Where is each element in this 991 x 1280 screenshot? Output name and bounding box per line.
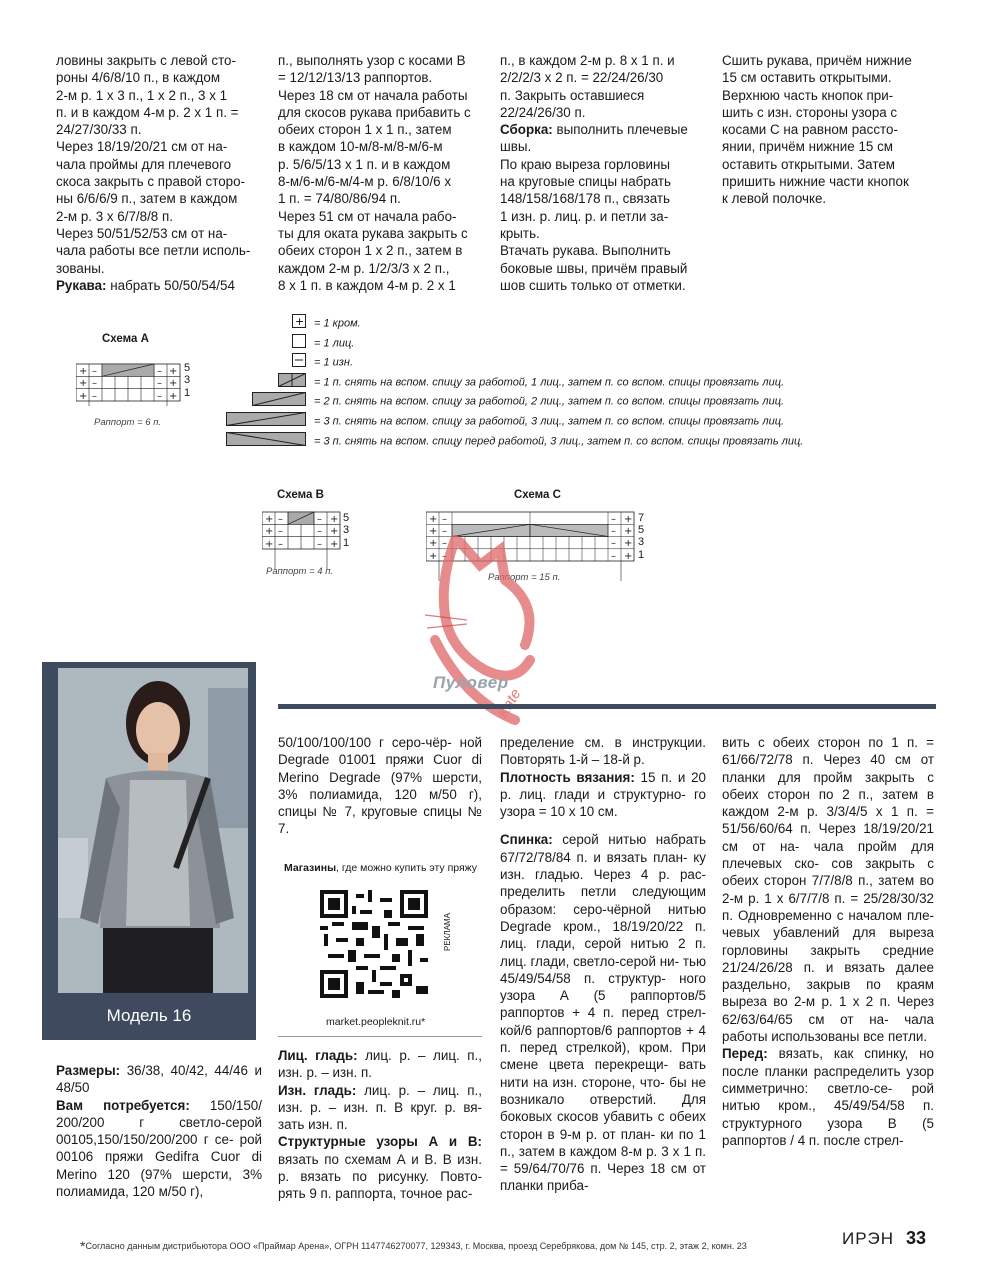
model-label: Модель 16	[42, 995, 256, 1037]
column-4-paragraph: вить с обеих сторон по 1 п. = 61/66/72/78 п. Через 40 см от планки для пройм закрыть с обеих сторон по 2 п., затем в каждом 2-м р. 3/3/4/5 х 1 п. = 51/56/60/64 п. Через 18/19/20/21 см от на- чала пройм для плечевых ско- сов закрыть с обеих сторон 7/7/8/8 п., затем во 2-м р. 1 х 6/7/7/8 п. = 25/28/30/32 п. Одновременно с началом пле- чевых убавлений для выреза горловины закрыть средние 21/24/26/28 п. и вязать далее раздельно, закрыв по краям выреза во 2-м р. 1 х 2 п. Через 62/63/64/65 см от на- чала работы использованы все петли.	[722, 735, 934, 1045]
continuation-paragraph: пределение см. в инструкции. Повторять 1-й – 18-й р.	[500, 735, 706, 768]
column-3-top	[500, 52, 710, 294]
svg-text:+: +	[624, 514, 633, 525]
column-1-lines	[56, 52, 262, 277]
svg-text:+: +	[429, 514, 438, 525]
cable-2-back-icon	[252, 392, 306, 411]
column-1-bottom	[56, 1062, 262, 1200]
column-4-line: к левой полочке.	[722, 191, 827, 207]
column-2-line: 8-м/6-м/6-м/4-м р. 6/8/10/6 х	[278, 174, 452, 190]
row-number: 1	[638, 548, 645, 561]
yarn-paragraph: 50/100/100/100 г серо-чёр- ной Degrade 01001 пряжи Cuor di Merino Degrade (97% шерсти, 3% полиамида, 120 м/50 г), спицы № 7, круговые спицы № 7.	[278, 735, 482, 837]
svg-text:–: –	[278, 526, 283, 537]
page-number: 33	[906, 1228, 927, 1248]
column-4-line: 15 см оставить открытыми.	[722, 70, 892, 86]
svg-text:+: +	[330, 539, 339, 550]
svg-text:+: +	[265, 539, 274, 550]
column-1-line: 24/27/30/33 п.	[56, 122, 142, 138]
svg-text:–: –	[92, 391, 97, 402]
column-4-line: пришить нижние части кнопок	[722, 174, 909, 190]
column-4-line: оставить открытыми. Затем	[722, 156, 895, 172]
column-3-line: 22/24/26/30 п.	[500, 104, 586, 120]
column-2-line: 1 п. = 74/80/86/94 п.	[278, 191, 401, 207]
column-1-line: 2-м р. 3 х 6/7/8/8 п.	[56, 208, 173, 224]
back-label: Спинка:	[500, 832, 553, 848]
column-1-line: чала проймы для плечевого	[56, 156, 232, 172]
cable-3-front-icon	[226, 432, 306, 451]
structure-label: Структурные узоры А и В:	[278, 1134, 482, 1150]
svg-text:+: +	[624, 551, 633, 562]
legend-row	[292, 353, 353, 369]
column-1-line: п. и в каждом 4-м р. 2 х 1 п. =	[56, 104, 239, 120]
sleeves-text: набрать 50/50/54/54	[106, 277, 235, 293]
svg-text:–: –	[157, 366, 162, 377]
column-2-top	[278, 52, 484, 294]
front-label: Перед:	[722, 1046, 768, 1062]
front-paragraph	[722, 1045, 934, 1149]
svg-text:–: –	[611, 514, 616, 525]
density-paragraph	[500, 769, 706, 821]
purl-stitch-icon	[292, 353, 306, 372]
svg-text:+: +	[330, 514, 339, 525]
stockinette-paragraph	[278, 1047, 482, 1082]
assembly-text: выполнить плечевые	[552, 122, 688, 138]
column-2-line: обеих сторон 1 х 1 п., затем	[278, 122, 452, 138]
column-1-line: ны 6/6/6/9 п., затем в каждом	[56, 191, 238, 207]
column-2-line: Через 51 см от начала рабо-	[278, 208, 457, 224]
row-number: 3	[184, 374, 191, 387]
assembly-label: Сборка:	[500, 122, 553, 138]
column-2-line: для скосов рукава прибавить с	[278, 104, 471, 120]
scheme-c-title: Схема С	[514, 489, 561, 501]
column-2-bottom-yarn	[278, 734, 482, 838]
svg-text:–: –	[442, 526, 447, 537]
legend-row	[226, 432, 803, 448]
materials-paragraph	[56, 1097, 262, 1201]
row-number: 5	[184, 362, 191, 374]
svg-text:+: +	[429, 538, 438, 549]
scheme-b-rapport: Раппорт = 4 п.	[266, 566, 334, 577]
column-3-line: боковые швы, причём правый	[500, 260, 688, 276]
column-3-bottom	[500, 734, 706, 1195]
shop-ad[interactable]	[278, 856, 480, 1031]
legend-text: = 1 п. снять на вспом. спицу за работой, 1 лиц., затем п. со вспом. спицы провязать лиц.	[314, 376, 785, 389]
column-3-line: 1 изн. р. лиц. р. и петли за-	[500, 208, 669, 224]
legend-text: = 3 п. снять на вспом. спицу за работой, 3 лиц., затем п. со вспом. спицы провязать лиц.	[314, 415, 785, 428]
column-3-line: п. Закрыть оставшиеся	[500, 87, 645, 103]
column-3-lines-b	[500, 138, 710, 294]
scheme-b-row-numbers	[343, 512, 349, 549]
cable-1-back-icon	[278, 373, 306, 392]
watermark-title: Пуловер	[433, 673, 509, 692]
svg-text:–: –	[92, 366, 97, 377]
sleeves-label: Рукава:	[56, 277, 107, 293]
row-number: 1	[184, 386, 191, 399]
svg-text:+: +	[624, 526, 633, 537]
column-2-line: = 12/12/13/13 раппортов.	[278, 70, 433, 86]
column-4-line: Сшить рукава, причём нижние	[722, 53, 912, 68]
svg-text:–: –	[317, 514, 322, 525]
svg-text:–: –	[92, 378, 97, 389]
qr-code[interactable]	[320, 890, 428, 998]
back-paragraph	[500, 831, 706, 1194]
column-3-line: шов сшить только от отметки.	[500, 277, 686, 293]
footer-note	[80, 1238, 747, 1254]
svg-text:–: –	[442, 538, 447, 549]
density-label: Плотность вязания:	[500, 769, 635, 785]
svg-text:+: +	[265, 526, 274, 537]
cable-3-back-icon	[226, 412, 306, 431]
shops-text: , где можно купить эту пряжу	[336, 862, 478, 874]
column-4-bottom	[722, 734, 934, 1149]
scheme-a-rapport: Раппорт = 6 п.	[94, 417, 162, 428]
svg-text:+: +	[265, 514, 274, 525]
ad-divider	[278, 1036, 482, 1037]
column-4-top	[722, 52, 934, 208]
reverse-label: Изн. гладь:	[278, 1082, 357, 1098]
photo-frame	[42, 662, 256, 1040]
model-photo	[58, 668, 248, 993]
svg-text:+: +	[330, 526, 339, 537]
row-number: 1	[343, 536, 350, 549]
legend-row	[292, 314, 361, 330]
row-number: 5	[638, 524, 645, 537]
svg-text:+: +	[169, 391, 178, 402]
column-2-line: в каждом 10-м/8-м/8-м/6-м	[278, 139, 443, 155]
legend-text: = 1 кром.	[314, 317, 361, 330]
column-1-line: скоса закрыть с правой сторо-	[56, 174, 246, 190]
assembly-paragraph	[500, 121, 710, 138]
model-photo-illustration	[58, 668, 248, 993]
row-number: 7	[638, 512, 645, 524]
ad-label: РЕКЛАМА	[443, 913, 452, 951]
front-text: вязать, как спинку, но после планки распределить узор симметрично: светло-се- рой нитью кром., 45/49/54/58 п. структурного узора В (5 раппортов / 4 п. после стрел-	[722, 1046, 934, 1148]
column-4-line: косами С на равном рассто-	[722, 122, 898, 138]
column-4-line: шить с изн. стороны узора с	[722, 104, 898, 120]
shop-url-link[interactable]: market.peopleknit.ru*	[326, 1016, 426, 1028]
legend-row	[252, 392, 784, 408]
reverse-paragraph	[278, 1082, 482, 1134]
svg-text:+: +	[79, 378, 88, 389]
legend-text: = 3 п. снять на вспом. спицу перед работой, 3 лиц., затем п. со вспом. спицы провязать лиц.	[314, 435, 804, 448]
legend-row	[226, 412, 784, 428]
column-3-line: на круговые спицы набрать	[500, 174, 672, 190]
back-text: серой нитью набрать 67/72/78/84 п. и вязать план- ку изн. гладью. Через 4 р. рас- пределить петли следующим образом: серо-чёрной нитью Degrade кром., 18/19/20/22 п. лиц. глади, серой нитью 2 п. лиц. глади, светло-серой ни- тью 45/49/54/58 п. структур- ного узора А (5 раппортов/5 раппортов + 4 п. перед стрел- кой/6 раппортов/6 раппортов + 4 п. перед стрелкой), кром. При смене цвета перекрещи- вать нити на изн. стороне, что- бы не возникало отверстий. Для боковых скосов убавить с обеих сторон в 9-м р. от план- ки по 1 п., затем в каждом 8-м р. 3 х 1 п. = 59/64/70/76 п. Через 18 см от планки приба-	[500, 832, 706, 1194]
column-2-line: ты для оката рукава закрыть с	[278, 225, 468, 241]
magazine-brand: ИРЭН	[842, 1229, 895, 1248]
svg-text:–: –	[611, 526, 616, 537]
legend-text: = 2 п. снять на вспом. спицу за работой, 2 лиц., затем п. со вспом. спицы провязать лиц.	[314, 395, 785, 408]
column-2-line: п., выполнять узор с косами В	[278, 53, 466, 68]
column-1-line: роны 4/6/8/10 п., в каждом	[56, 70, 221, 86]
svg-text:+: +	[79, 366, 88, 377]
svg-text:–: –	[611, 551, 616, 562]
materials-text: 150/150/ 200/200 г светло-серой 00105,150/150/200/200 г се- рой 00106 пряжи Gedifra Cuor di Merino 120 (97% шерсти, 3% полиамида, 120 м/50 г),	[56, 1097, 262, 1200]
svg-text:+: +	[79, 391, 88, 402]
column-2-line: 8 х 1 п. в каждом 4-м р. 2 х 1	[278, 277, 456, 293]
column-3-line: п., в каждом 2-м р. 8 х 1 п. и	[500, 53, 675, 68]
density-text: 15 п. и 20 р. лиц. глади и структурно- го узора = 10 х 10 см.	[500, 769, 706, 820]
column-2-line: Через 18 см от начала работы	[278, 87, 468, 103]
column-2-line: обеих сторон 1 х 2 п., затем в	[278, 243, 463, 259]
svg-text:–: –	[442, 514, 447, 525]
column-1-line: зованы.	[56, 260, 105, 276]
column-1-line: Через 50/51/52/53 см от на-	[56, 225, 228, 241]
svg-text:–: –	[317, 539, 322, 550]
cat-watermark	[405, 520, 570, 730]
column-4-line: Верхнюю часть кнопок при-	[722, 87, 894, 103]
column-2-line: р. 5/6/5/13 х 1 п. и в каждом	[278, 156, 451, 172]
footer-star: *	[80, 1238, 86, 1254]
svg-text:–: –	[157, 391, 162, 402]
scheme-c-rapport: Раппорт = 15 п.	[488, 572, 561, 583]
column-1-line: 2-м р. 1 х 3 п., 1 х 2 п., 3 х 1	[56, 87, 228, 103]
svg-text:–: –	[278, 514, 283, 525]
column-1-line: Через 18/19/20/21 см от на-	[56, 139, 228, 155]
sleeves-paragraph	[56, 277, 262, 294]
column-2-line: каждом 2-м р. 1/2/3/3 х 2 п.,	[278, 260, 450, 276]
scheme-b-title: Схема В	[277, 489, 324, 501]
column-3-lines-a	[500, 52, 710, 121]
column-4-lines	[722, 52, 934, 208]
column-1-line: ловины закрыть с левой сто-	[56, 53, 236, 68]
column-3-line: Втачать рукава. Выполнить	[500, 243, 671, 259]
footer-text: Согласно данным дистрибьютора ООО «Праймар Арена», ОГРН 1147746270077, 129343, г. Москва, проезд Серебрякова, дом № 145, стр. 2, этаж 2, комн. 23	[85, 1241, 747, 1251]
knit-stitch-icon	[292, 334, 306, 353]
legend-text: = 1 изн.	[314, 356, 353, 369]
svg-text:–: –	[611, 538, 616, 549]
reverse-text: лиц. р. – лиц. п., изн. р. – изн. п. В круг. р. вя- зать изн. п.	[278, 1082, 483, 1133]
svg-text:+: +	[295, 315, 305, 328]
row-number: 5	[343, 512, 350, 524]
svg-text:+: +	[429, 551, 438, 562]
scheme-a-row-numbers	[184, 362, 190, 399]
svg-text:–: –	[157, 378, 162, 389]
structure-text: вязать по схемам А и В. В изн. р. вязать по рисунку. Повто- рять 9 п. раппорта, точное рас-	[278, 1151, 482, 1202]
section-divider	[278, 704, 936, 709]
sizes-text: 36/38, 40/42, 44/46 и 48/50	[56, 1063, 262, 1096]
svg-text:–: –	[278, 539, 283, 550]
structure-paragraph	[278, 1133, 482, 1202]
column-3-line: 148/158/168/178 п., связать	[500, 191, 670, 207]
sizes-label: Размеры:	[56, 1063, 121, 1078]
column-2-bottom	[278, 1047, 482, 1203]
sizes-paragraph	[56, 1062, 262, 1097]
legend-row	[292, 334, 354, 350]
column-1-line: чала работы все петли исполь-	[56, 243, 251, 259]
scheme-a-title: Схема А	[102, 333, 149, 345]
column-3-line: 2/2/2/3 х 2 п. = 22/24/26/30	[500, 70, 664, 86]
materials-label: Вам потребуется:	[56, 1097, 190, 1113]
svg-text:+: +	[169, 366, 178, 377]
legend-row	[278, 373, 784, 389]
legend-text: = 1 лиц.	[314, 337, 355, 350]
column-4-line: янии, причём нижние 15 см	[722, 139, 893, 155]
column-3-line: швы.	[500, 139, 532, 155]
edge-stitch-icon	[292, 314, 306, 333]
column-3-line: крыть.	[500, 225, 540, 241]
row-number: 3	[638, 536, 645, 549]
column-3-line: По краю выреза горловины	[500, 156, 671, 172]
svg-text:+: +	[429, 526, 438, 537]
scheme-c-row-numbers	[638, 512, 644, 561]
column-1-top	[56, 52, 262, 294]
svg-text:–: –	[442, 551, 447, 562]
shops-label: Магазины	[284, 862, 337, 874]
svg-text:–: –	[317, 526, 322, 537]
shops-heading	[284, 862, 477, 874]
column-2-lines	[278, 52, 484, 294]
svg-text:+: +	[169, 378, 178, 389]
row-number: 3	[343, 524, 350, 537]
stockinette-label: Лиц. гладь:	[278, 1048, 358, 1063]
svg-text:+: +	[624, 538, 633, 549]
stockinette-text: лиц. р. – лиц. п., изн. р. – изн. п.	[278, 1048, 482, 1081]
